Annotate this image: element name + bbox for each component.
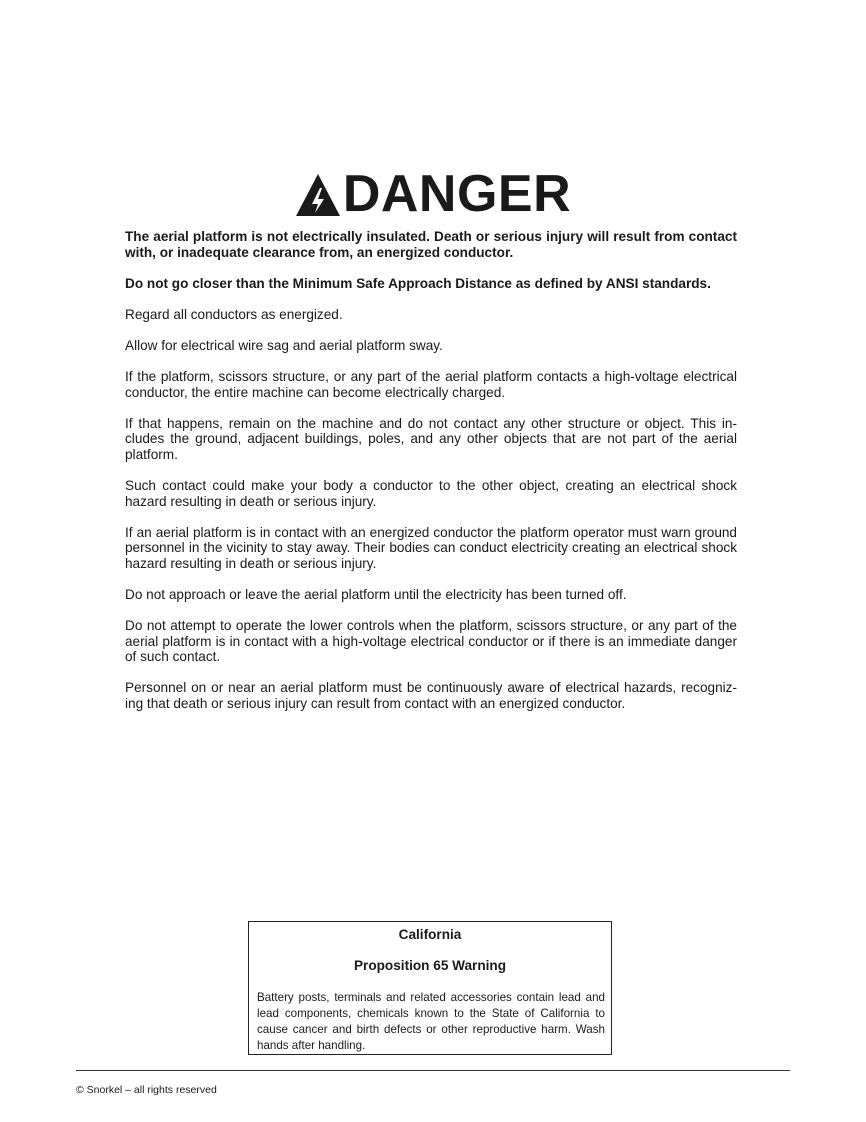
warning-paragraph: Do not approach or leave the aerial platform until the electricity has been turned off.: [125, 586, 627, 602]
warning-paragraph: The aerial platform is not electrically insulated. Death or serious injury will result from contact with, or inadequate clearance from, an energized conductor.: [125, 229, 737, 260]
prop65-title: Proposition 65 Warning: [353, 958, 507, 973]
warning-paragraph: Personnel on or near an aerial platform must be continuously aware of electrical hazards, recogniz-ing that death or serious injury can result from contact with an energized conductor.: [125, 680, 737, 711]
danger-title: DANGER: [342, 165, 572, 223]
prop65-warning-box: [248, 921, 612, 1055]
prop65-body: Battery posts, terminals and related accessories contain lead and lead components, chemicals known to the State of California to cause cancer and birth defects or other reproductive harm. Wash hands after handling.: [257, 991, 605, 1052]
warning-paragraph: Regard all conductors as energized.: [125, 306, 343, 322]
warning-paragraph: Such contact could make your body a conductor to the other object, creating an electrical shock hazard resulting in death or serious injury.: [125, 477, 737, 509]
warning-paragraph: Do not attempt to operate the lower controls when the platform, scissors structure, or any part of the aerial platform is in contact with a high-voltage electrical conductor or if there is an immediate danger of such contact.: [125, 618, 737, 665]
warning-paragraph: If that happens, remain on the machine and do not contact any other structure or object. This in-cludes the ground, adjacent buildings, poles, and any other objects that are not part of the aerial platform.: [125, 415, 737, 462]
warning-paragraph: Do not go closer than the Minimum Safe Approach Distance as defined by ANSI standards.: [125, 275, 711, 291]
footer-divider: [76, 1070, 790, 1071]
warning-paragraph: If an aerial platform is in contact with an energized conductor the platform operator must warn ground personnel in the vicinity to stay away. Their bodies can conduct electricity creating an electrical shock hazard resulting in death or serious injury.: [125, 524, 737, 571]
footer-copyright: © Snorkel – all rights reserved: [76, 1084, 217, 1096]
warning-paragraph: Allow for electrical wire sag and aerial platform sway.: [125, 337, 443, 353]
prop65-state-title: California: [398, 927, 462, 942]
warning-paragraph: If the platform, scissors structure, or any part of the aerial platform contacts a high-voltage electrical conductor, the entire machine can become electrically charged.: [125, 368, 737, 400]
warning-content: [125, 229, 737, 727]
danger-header: [0, 166, 866, 222]
electrical-hazard-triangle-icon: [295, 173, 341, 217]
